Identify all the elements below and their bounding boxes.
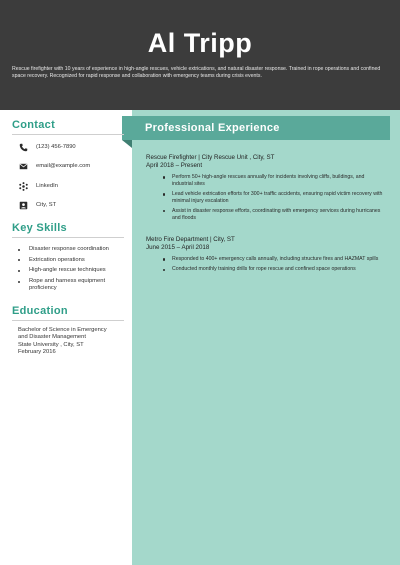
email-icon [18, 161, 28, 171]
degree-line-2: and Disaster Management [18, 334, 86, 341]
resume-header [0, 0, 400, 110]
network-icon [18, 181, 28, 191]
location-card-icon [18, 200, 28, 210]
job-title-company: Metro Fire Department | City, ST [146, 236, 235, 243]
job-entry [146, 154, 386, 225]
job-bullet: Responded to 400+ emergency calls annually, including structure fires and HAZMAT spills [146, 256, 386, 263]
contact-phone: (123) 456-7890 [36, 144, 76, 150]
skills-list [18, 246, 126, 296]
education-divider [12, 320, 124, 321]
job-dates: June 2015 – April 2018 [146, 243, 210, 251]
contact-email[interactable]: email@example.com [36, 163, 91, 169]
contact-linkedin-row[interactable] [18, 180, 58, 192]
candidate-name: Al Tripp [147, 28, 253, 58]
job-bullet: Lead vehicle extrication efforts for 300+ traffic accidents, ensuring rapid victim recovery with minimal injury escalation [146, 191, 386, 205]
job-bullets [146, 174, 386, 221]
school-name: State University , City, ST [18, 341, 84, 348]
contact-heading: Contact [12, 119, 56, 131]
skills-divider [12, 237, 124, 238]
job-bullet: Conducted monthly training drills for rope rescue and confined space operations [146, 266, 386, 273]
job-bullet: Perform 50+ high-angle rescues annually for incidents involving cliffs, buildings, and industrial sites [146, 174, 386, 188]
contact-divider [12, 134, 124, 135]
experience-banner [122, 116, 390, 140]
contact-email-row[interactable] [18, 160, 90, 172]
education-heading: Education [12, 305, 68, 317]
degree-line-1: Bachelor of Science in Emergency [18, 327, 107, 333]
contact-location-row [18, 199, 56, 211]
skill-item: High-angle rescue techniques [18, 267, 126, 274]
job-entry [146, 236, 386, 276]
education-entry [18, 327, 128, 357]
job-bullet: Assist in disaster response efforts, coordinating with emergency services during hurricanes and floods [146, 208, 386, 222]
professional-summary: Rescue firefighter with 10 years of experience in high-angle rescues, vehicle extrications, and natural disaster response. Trained in rope operations and confined space recovery. Recognized for rapid response and collaboration with emergency teams during crisis events. [12, 66, 381, 80]
contact-linkedin[interactable]: LinkedIn [36, 183, 58, 189]
skill-item: Rope and harness equipment proficiency [18, 278, 126, 292]
experience-heading: Professional Experience [145, 122, 280, 134]
phone-icon [18, 142, 28, 152]
contact-phone-row [18, 141, 76, 153]
job-dates: April 2018 – Present [146, 161, 203, 169]
graduation-date: February 2016 [18, 349, 56, 356]
job-bullets [146, 256, 386, 273]
skill-item: Disaster response coordination [18, 246, 126, 253]
skills-heading: Key Skills [12, 222, 67, 234]
job-title-company: Rescue Firefighter | City Rescue Unit , City, ST [146, 154, 275, 161]
contact-location: City, ST [36, 202, 57, 208]
skill-item: Extrication operations [18, 257, 126, 264]
